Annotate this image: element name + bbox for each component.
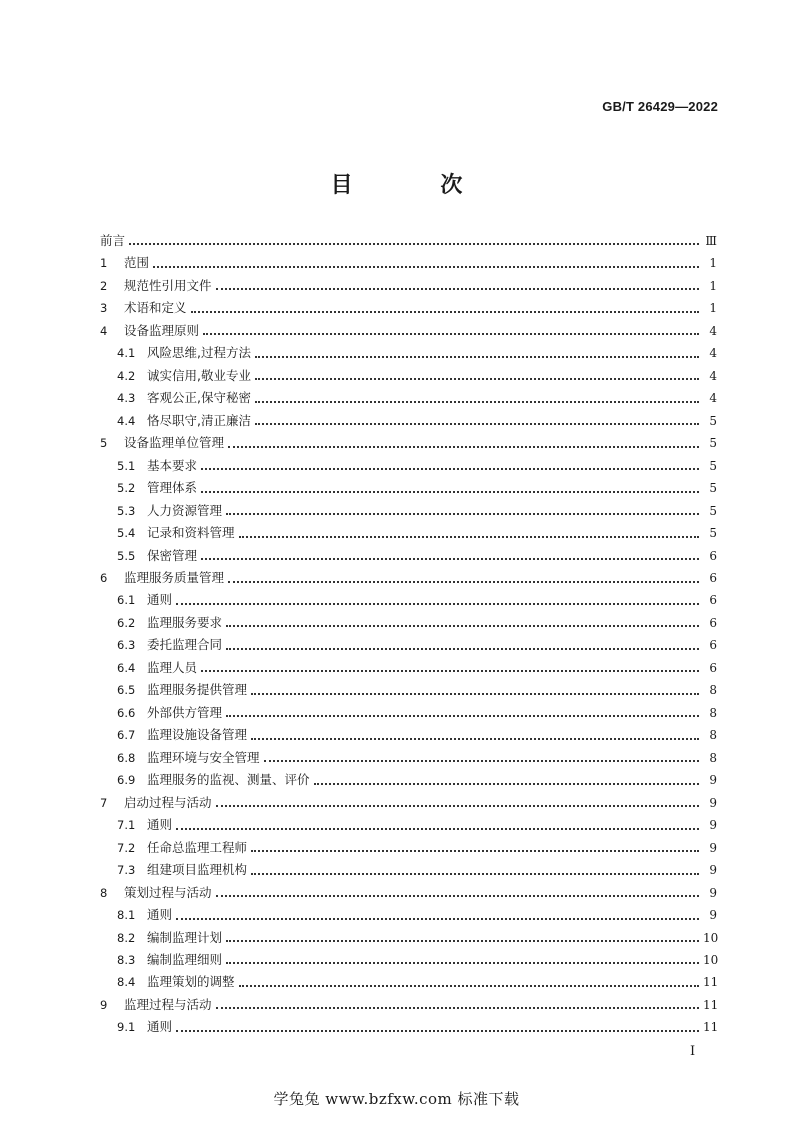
toc-entry-label: 编制监理计划 — [147, 929, 223, 945]
watermark-text: 学兔兔 www.bzfxw.com 标准下载 — [273, 1090, 520, 1108]
dot-leader — [191, 310, 699, 313]
toc-entry-page: 5 — [709, 503, 717, 518]
toc-entry[interactable] — [100, 455, 717, 477]
toc-entry-page: 1 — [709, 278, 717, 293]
toc-entry[interactable] — [100, 545, 717, 567]
toc-entry-number: 4 — [100, 323, 108, 338]
toc-entry[interactable] — [100, 657, 717, 679]
toc-entry-page: 6 — [709, 548, 717, 563]
dot-leader — [251, 692, 699, 695]
table-of-contents — [100, 230, 717, 1039]
dot-leader — [201, 557, 699, 560]
toc-entry-number: 5.3 — [117, 503, 136, 518]
dot-leader — [176, 827, 699, 830]
dot-leader — [255, 355, 699, 358]
toc-entry-page: 1 — [709, 301, 717, 316]
toc-entry-label: 通则 — [147, 817, 173, 833]
toc-entry-label: 恪尽职守,清正廉洁 — [147, 412, 251, 428]
dot-leader — [216, 804, 699, 807]
toc-entry[interactable] — [100, 297, 717, 319]
toc-entry[interactable] — [100, 590, 717, 612]
dot-leader — [251, 737, 699, 740]
toc-entry[interactable] — [100, 994, 717, 1016]
toc-entry-page: 5 — [709, 413, 717, 428]
dot-leader — [239, 984, 699, 987]
toc-entry-page: 8 — [709, 705, 717, 720]
toc-entry[interactable] — [100, 859, 717, 881]
toc-entry[interactable] — [100, 365, 717, 387]
toc-entry[interactable] — [100, 814, 717, 836]
toc-entry-number: 5.1 — [117, 458, 136, 473]
dot-leader — [176, 917, 699, 920]
toc-entry-number: 8 — [100, 885, 108, 900]
dot-leader — [255, 377, 699, 380]
toc-entry-label: 规范性引用文件 — [124, 277, 212, 293]
toc-entry-label: 监理服务质量管理 — [124, 570, 225, 586]
dot-leader — [153, 265, 699, 268]
dot-leader — [226, 512, 699, 515]
toc-entry-number: 7.1 — [117, 818, 136, 833]
page-title: 目 次 — [330, 173, 503, 198]
toc-entry-page: 6 — [709, 638, 717, 653]
toc-entry-page: 5 — [709, 436, 717, 451]
toc-entry-page: 8 — [709, 728, 717, 743]
dot-leader — [226, 647, 699, 650]
dot-leader — [226, 624, 699, 627]
toc-entry-number: 5.2 — [117, 481, 136, 496]
toc-entry[interactable] — [100, 769, 717, 791]
toc-entry-page: 10 — [703, 930, 719, 945]
toc-entry[interactable] — [100, 500, 717, 522]
toc-entry-page: 5 — [709, 458, 717, 473]
toc-entry-label: 监理服务要求 — [147, 614, 223, 630]
toc-entry[interactable] — [100, 342, 717, 364]
toc-entry-page: 6 — [709, 615, 717, 630]
toc-entry-number: 6.4 — [117, 660, 136, 675]
toc-entry-number: 6.2 — [117, 615, 136, 630]
toc-entry[interactable] — [100, 387, 717, 409]
toc-entry-label: 记录和资料管理 — [147, 525, 235, 541]
toc-entry-page: 4 — [709, 391, 717, 406]
toc-entry[interactable] — [100, 949, 717, 971]
toc-entry-number: 5.4 — [117, 526, 136, 541]
dot-leader — [176, 602, 699, 605]
toc-entry[interactable] — [100, 927, 717, 949]
toc-entry-page: 9 — [709, 908, 717, 923]
toc-entry-label: 组建项目监理机构 — [147, 862, 248, 878]
toc-entry-page: 9 — [709, 818, 717, 833]
toc-entry-label: 监理过程与活动 — [124, 996, 212, 1012]
toc-entry-number: 6.7 — [117, 728, 136, 743]
toc-entry-number: 8.4 — [117, 975, 136, 990]
toc-entry-number: 1 — [100, 256, 108, 271]
toc-entry-number: 9 — [100, 997, 108, 1012]
dot-leader — [201, 490, 699, 493]
toc-entry-label: 风险思维,过程方法 — [147, 345, 251, 361]
toc-entry-label: 策划过程与活动 — [124, 884, 212, 900]
toc-entry-number: 4.3 — [117, 391, 136, 406]
toc-entry-page: 9 — [709, 840, 717, 855]
toc-entry[interactable] — [100, 634, 717, 656]
toc-entry-label: 启动过程与活动 — [124, 794, 212, 810]
toc-entry[interactable] — [100, 792, 717, 814]
dot-leader — [228, 580, 699, 583]
toc-entry-label: 监理环境与安全管理 — [147, 749, 260, 765]
toc-entry-page: 5 — [709, 481, 717, 496]
toc-entry-number: 2 — [100, 278, 108, 293]
toc-entry-number: 7 — [100, 795, 108, 810]
toc-entry[interactable] — [100, 230, 717, 252]
toc-entry[interactable] — [100, 477, 717, 499]
dot-leader — [314, 782, 699, 785]
toc-entry-label: 监理服务的监视、测量、评价 — [147, 772, 310, 788]
toc-entry-label: 设备监理单位管理 — [124, 435, 225, 451]
dot-leader — [239, 535, 699, 538]
toc-entry-page: 10 — [703, 952, 719, 967]
toc-entry[interactable] — [100, 567, 717, 589]
toc-entry-label: 术语和定义 — [124, 300, 187, 316]
toc-entry[interactable] — [100, 1016, 717, 1038]
toc-entry[interactable] — [100, 275, 717, 297]
dot-leader — [129, 242, 699, 245]
page-number: I — [690, 1044, 696, 1059]
toc-entry[interactable] — [100, 410, 717, 432]
toc-entry-label: 诚实信用,敬业专业 — [147, 367, 251, 383]
toc-entry-page: 6 — [709, 593, 717, 608]
toc-entry-label: 前言 — [100, 232, 126, 248]
toc-entry-number: 3 — [100, 301, 108, 316]
toc-entry[interactable] — [100, 320, 717, 342]
toc-entry-number: 7.2 — [117, 840, 136, 855]
toc-entry[interactable] — [100, 252, 717, 274]
toc-entry-page: Ⅲ — [705, 233, 717, 248]
toc-entry-label: 范围 — [124, 255, 150, 271]
toc-entry-number: 6.8 — [117, 750, 136, 765]
toc-entry-page: 11 — [703, 1020, 719, 1035]
toc-entry-number: 7.3 — [117, 863, 136, 878]
dot-leader — [226, 714, 699, 717]
toc-entry-label: 保密管理 — [147, 547, 198, 563]
toc-entry-number: 9.1 — [117, 1020, 136, 1035]
toc-entry-page: 1 — [709, 256, 717, 271]
toc-entry-number: 8.3 — [117, 952, 136, 967]
toc-entry-page: 4 — [709, 323, 717, 338]
toc-entry-label: 管理体系 — [147, 480, 198, 496]
dot-leader — [255, 422, 699, 425]
toc-entry-page: 11 — [703, 997, 719, 1012]
toc-entry-label: 人力资源管理 — [147, 502, 223, 518]
toc-entry-number: 6.5 — [117, 683, 136, 698]
toc-entry[interactable] — [100, 702, 717, 724]
toc-entry-page: 6 — [709, 660, 717, 675]
toc-entry-page: 11 — [703, 975, 719, 990]
toc-entry-number: 6.1 — [117, 593, 136, 608]
toc-entry-page: 9 — [709, 863, 717, 878]
dot-leader — [226, 961, 699, 964]
toc-entry-page: 9 — [709, 885, 717, 900]
toc-entry-number: 6 — [100, 571, 108, 586]
standard-code: GB/T 26429—2022 — [602, 99, 718, 114]
toc-entry-label: 任命总监理工程师 — [147, 839, 248, 855]
dot-leader — [264, 759, 699, 762]
toc-entry-label: 通则 — [147, 592, 173, 608]
toc-entry-number: 6.9 — [117, 773, 136, 788]
toc-entry-number: 5.5 — [117, 548, 136, 563]
toc-entry-label: 外部供方管理 — [147, 704, 223, 720]
dot-leader — [201, 669, 699, 672]
toc-entry[interactable] — [100, 522, 717, 544]
toc-entry-label: 通则 — [147, 1019, 173, 1035]
dot-leader — [226, 939, 699, 942]
dot-leader — [255, 400, 699, 403]
dot-leader — [203, 332, 699, 335]
toc-entry-page: 8 — [709, 683, 717, 698]
toc-entry[interactable] — [100, 432, 717, 454]
toc-entry-page: 8 — [709, 750, 717, 765]
toc-entry-label: 编制监理细则 — [147, 951, 223, 967]
toc-entry-page: 4 — [709, 346, 717, 361]
dot-leader — [251, 849, 699, 852]
toc-entry-page: 6 — [709, 571, 717, 586]
toc-entry[interactable] — [100, 612, 717, 634]
toc-entry[interactable] — [100, 904, 717, 926]
toc-entry-number: 4.2 — [117, 368, 136, 383]
dot-leader — [216, 1006, 699, 1009]
toc-entry-number: 8.1 — [117, 908, 136, 923]
toc-entry[interactable] — [100, 679, 717, 701]
dot-leader — [201, 467, 699, 470]
toc-entry-label: 监理服务提供管理 — [147, 682, 248, 698]
toc-entry-number: 4.1 — [117, 346, 136, 361]
toc-entry[interactable] — [100, 724, 717, 746]
dot-leader — [216, 894, 699, 897]
toc-entry-number: 8.2 — [117, 930, 136, 945]
dot-leader — [251, 872, 699, 875]
toc-entry-label: 通则 — [147, 907, 173, 923]
toc-entry-page: 9 — [709, 773, 717, 788]
toc-entry-page: 5 — [709, 526, 717, 541]
toc-entry-label: 监理人员 — [147, 659, 198, 675]
toc-entry[interactable] — [100, 837, 717, 859]
toc-entry-label: 监理策划的调整 — [147, 974, 235, 990]
toc-entry-number: 4.4 — [117, 413, 136, 428]
dot-leader — [216, 287, 699, 290]
toc-entry[interactable] — [100, 747, 717, 769]
toc-entry[interactable] — [100, 971, 717, 993]
toc-entry-number: 6.3 — [117, 638, 136, 653]
toc-entry-label: 监理设施设备管理 — [147, 727, 248, 743]
toc-entry-label: 基本要求 — [147, 457, 198, 473]
toc-entry-label: 委托监理合同 — [147, 637, 223, 653]
toc-entry-number: 5 — [100, 436, 108, 451]
dot-leader — [176, 1029, 699, 1032]
toc-entry-label: 客观公正,保守秘密 — [147, 390, 251, 406]
dot-leader — [228, 445, 699, 448]
toc-entry-label: 设备监理原则 — [124, 322, 200, 338]
toc-entry-page: 4 — [709, 368, 717, 383]
toc-entry-number: 6.6 — [117, 705, 136, 720]
toc-entry-page: 9 — [709, 795, 717, 810]
toc-entry[interactable] — [100, 882, 717, 904]
